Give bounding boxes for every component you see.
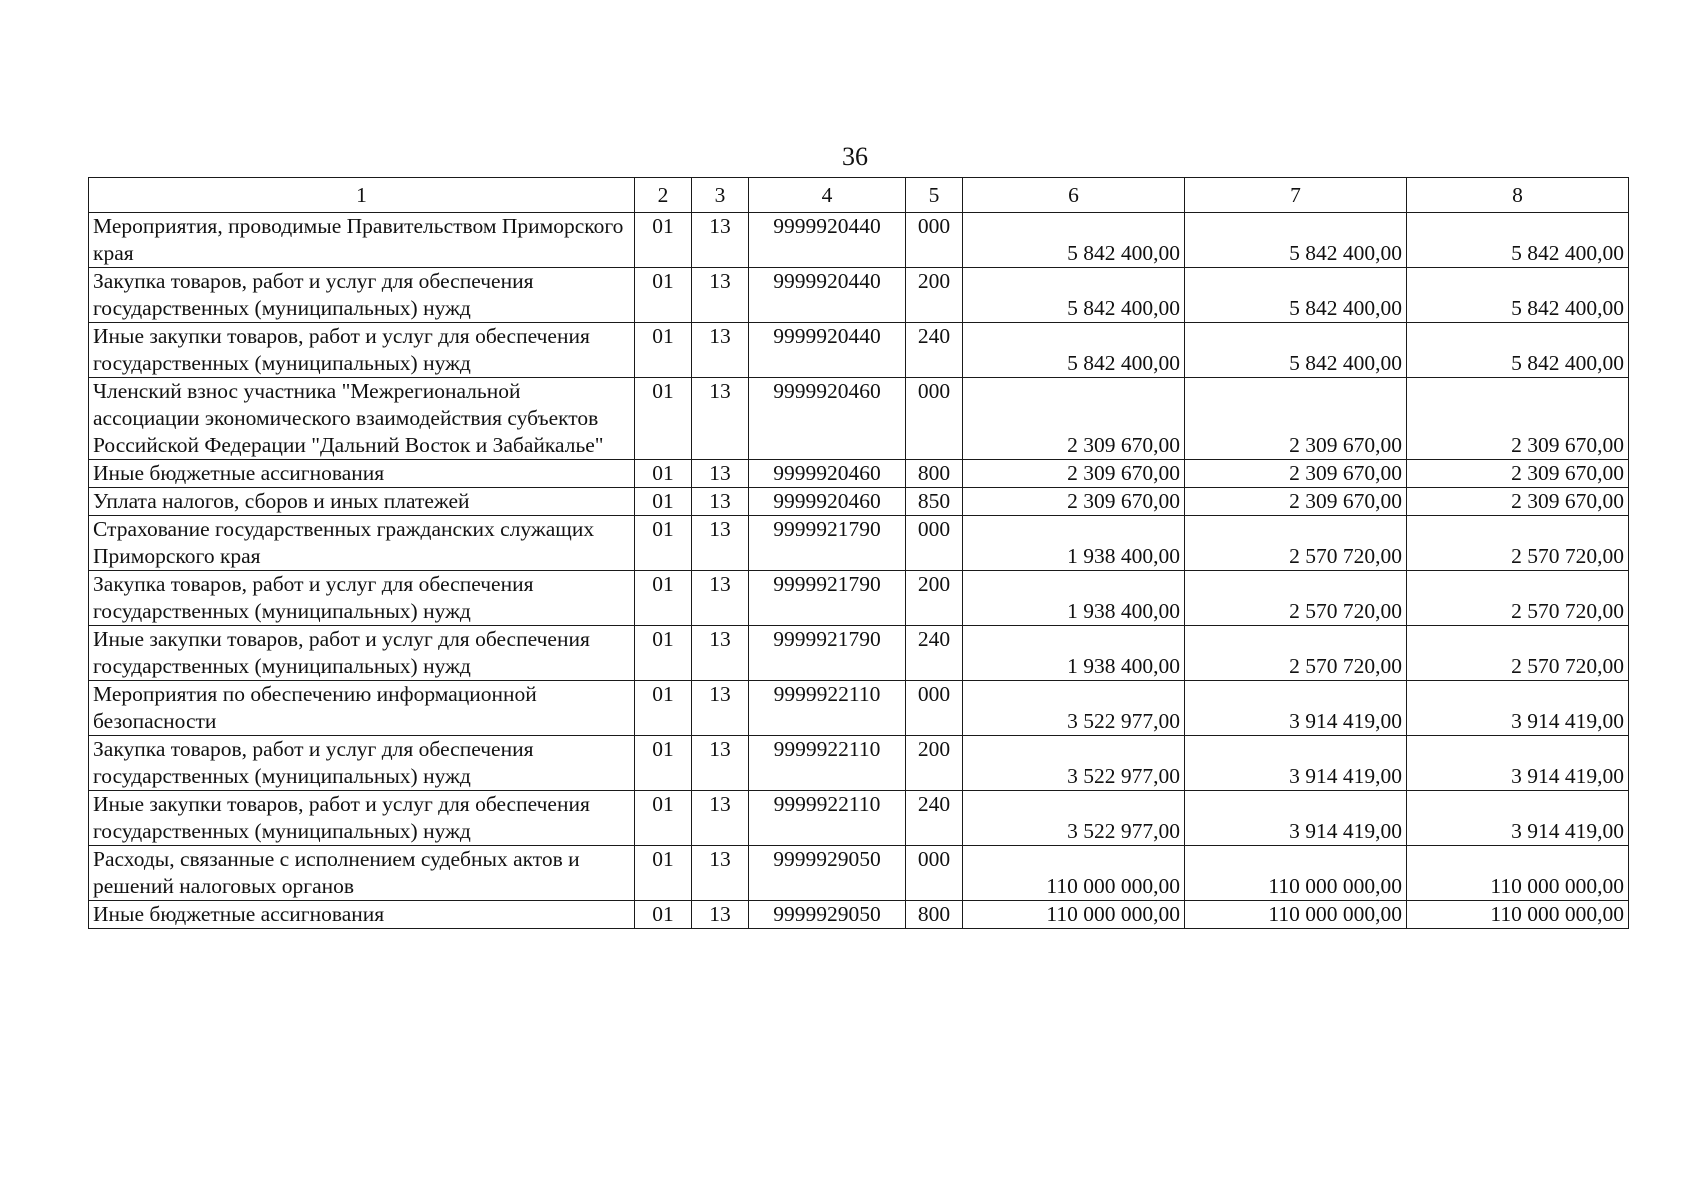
subsection-cell: 13 [692, 791, 749, 846]
amount-col6-cell: 2 309 670,00 [963, 488, 1185, 516]
budget-table [88, 177, 1629, 929]
section-cell: 01 [635, 791, 692, 846]
expense-type-cell: 000 [906, 846, 963, 901]
expense-type-cell: 850 [906, 488, 963, 516]
section-cell: 01 [635, 323, 692, 378]
section-cell: 01 [635, 571, 692, 626]
amount-col6-cell: 110 000 000,00 [963, 846, 1185, 901]
expense-type-cell: 000 [906, 378, 963, 460]
subsection-cell: 13 [692, 460, 749, 488]
subsection-cell: 13 [692, 736, 749, 791]
expense-type-cell: 800 [906, 901, 963, 929]
section-cell: 01 [635, 626, 692, 681]
item-name-cell: Членский взнос участника "Межрегиональной ассоциации экономического взаимодействия субъектов Российской Федерации "Дальний Восток и Забайкалье" [89, 378, 635, 460]
item-name-cell: Иные закупки товаров, работ и услуг для обеспечения государственных (муниципальных) нужд [89, 791, 635, 846]
amount-col6-cell: 110 000 000,00 [963, 901, 1185, 929]
item-name-cell: Иные закупки товаров, работ и услуг для обеспечения государственных (муниципальных) нужд [89, 323, 635, 378]
column-header: 6 [963, 178, 1185, 213]
expense-type-cell: 800 [906, 460, 963, 488]
table-row [89, 488, 1629, 516]
section-cell: 01 [635, 268, 692, 323]
column-header: 2 [635, 178, 692, 213]
target-article-cell: 9999920460 [749, 378, 906, 460]
column-header: 5 [906, 178, 963, 213]
amount-col8-cell: 2 570 720,00 [1407, 571, 1629, 626]
table-row [89, 213, 1629, 268]
expense-type-cell: 000 [906, 681, 963, 736]
amount-col8-cell: 5 842 400,00 [1407, 323, 1629, 378]
target-article-cell: 9999920440 [749, 323, 906, 378]
amount-col8-cell: 3 914 419,00 [1407, 791, 1629, 846]
table-row [89, 736, 1629, 791]
amount-col7-cell: 2 570 720,00 [1185, 626, 1407, 681]
table-row [89, 323, 1629, 378]
column-header: 7 [1185, 178, 1407, 213]
amount-col7-cell: 3 914 419,00 [1185, 681, 1407, 736]
item-name-cell: Расходы, связанные с исполнением судебных актов и решений налоговых органов [89, 846, 635, 901]
column-header: 4 [749, 178, 906, 213]
amount-col7-cell: 2 309 670,00 [1185, 488, 1407, 516]
item-name-cell: Страхование государственных гражданских служащих Приморского края [89, 516, 635, 571]
target-article-cell: 9999921790 [749, 516, 906, 571]
amount-col8-cell: 110 000 000,00 [1407, 846, 1629, 901]
header-row [89, 178, 1629, 213]
table-row [89, 268, 1629, 323]
table-row [89, 626, 1629, 681]
section-cell: 01 [635, 378, 692, 460]
target-article-cell: 9999929050 [749, 901, 906, 929]
item-name-cell: Уплата налогов, сборов и иных платежей [89, 488, 635, 516]
column-header: 3 [692, 178, 749, 213]
subsection-cell: 13 [692, 323, 749, 378]
amount-col7-cell: 2 570 720,00 [1185, 571, 1407, 626]
section-cell: 01 [635, 213, 692, 268]
target-article-cell: 9999920460 [749, 488, 906, 516]
amount-col8-cell: 2 570 720,00 [1407, 516, 1629, 571]
target-article-cell: 9999920440 [749, 268, 906, 323]
section-cell: 01 [635, 681, 692, 736]
amount-col8-cell: 3 914 419,00 [1407, 736, 1629, 791]
amount-col6-cell: 1 938 400,00 [963, 626, 1185, 681]
item-name-cell: Иные закупки товаров, работ и услуг для обеспечения государственных (муниципальных) нужд [89, 626, 635, 681]
amount-col7-cell: 3 914 419,00 [1185, 791, 1407, 846]
table-row [89, 791, 1629, 846]
amount-col8-cell: 2 309 670,00 [1407, 488, 1629, 516]
table-row [89, 571, 1629, 626]
table-row [89, 901, 1629, 929]
section-cell: 01 [635, 488, 692, 516]
amount-col8-cell: 2 309 670,00 [1407, 378, 1629, 460]
amount-col7-cell: 110 000 000,00 [1185, 901, 1407, 929]
amount-col8-cell: 2 570 720,00 [1407, 626, 1629, 681]
subsection-cell: 13 [692, 846, 749, 901]
target-article-cell: 9999929050 [749, 846, 906, 901]
amount-col7-cell: 5 842 400,00 [1185, 323, 1407, 378]
expense-type-cell: 240 [906, 323, 963, 378]
amount-col8-cell: 5 842 400,00 [1407, 268, 1629, 323]
amount-col6-cell: 1 938 400,00 [963, 516, 1185, 571]
amount-col6-cell: 1 938 400,00 [963, 571, 1185, 626]
item-name-cell: Иные бюджетные ассигнования [89, 901, 635, 929]
amount-col8-cell: 3 914 419,00 [1407, 681, 1629, 736]
column-header: 8 [1407, 178, 1629, 213]
amount-col6-cell: 3 522 977,00 [963, 791, 1185, 846]
amount-col7-cell: 3 914 419,00 [1185, 736, 1407, 791]
expense-type-cell: 240 [906, 626, 963, 681]
expense-type-cell: 000 [906, 516, 963, 571]
amount-col6-cell: 2 309 670,00 [963, 460, 1185, 488]
amount-col8-cell: 110 000 000,00 [1407, 901, 1629, 929]
amount-col6-cell: 3 522 977,00 [963, 681, 1185, 736]
subsection-cell: 13 [692, 626, 749, 681]
subsection-cell: 13 [692, 901, 749, 929]
table-row [89, 681, 1629, 736]
expense-type-cell: 200 [906, 268, 963, 323]
table-body [89, 178, 1629, 929]
expense-type-cell: 240 [906, 791, 963, 846]
column-header: 1 [89, 178, 635, 213]
amount-col7-cell: 110 000 000,00 [1185, 846, 1407, 901]
target-article-cell: 9999920440 [749, 213, 906, 268]
target-article-cell: 9999922110 [749, 736, 906, 791]
page-number: 36 [842, 142, 868, 171]
item-name-cell: Мероприятия по обеспечению информационной безопасности [89, 681, 635, 736]
subsection-cell: 13 [692, 571, 749, 626]
target-article-cell: 9999922110 [749, 681, 906, 736]
expense-type-cell: 200 [906, 736, 963, 791]
subsection-cell: 13 [692, 488, 749, 516]
item-name-cell: Иные бюджетные ассигнования [89, 460, 635, 488]
expense-type-cell: 200 [906, 571, 963, 626]
amount-col7-cell: 5 842 400,00 [1185, 213, 1407, 268]
subsection-cell: 13 [692, 268, 749, 323]
amount-col7-cell: 2 309 670,00 [1185, 378, 1407, 460]
section-cell: 01 [635, 901, 692, 929]
amount-col6-cell: 5 842 400,00 [963, 213, 1185, 268]
subsection-cell: 13 [692, 681, 749, 736]
subsection-cell: 13 [692, 378, 749, 460]
expense-type-cell: 000 [906, 213, 963, 268]
table-row [89, 378, 1629, 460]
target-article-cell: 9999922110 [749, 791, 906, 846]
section-cell: 01 [635, 516, 692, 571]
amount-col6-cell: 2 309 670,00 [963, 378, 1185, 460]
subsection-cell: 13 [692, 213, 749, 268]
amount-col8-cell: 2 309 670,00 [1407, 460, 1629, 488]
section-cell: 01 [635, 460, 692, 488]
section-cell: 01 [635, 736, 692, 791]
amount-col7-cell: 5 842 400,00 [1185, 268, 1407, 323]
table-row [89, 846, 1629, 901]
target-article-cell: 9999921790 [749, 571, 906, 626]
item-name-cell: Закупка товаров, работ и услуг для обеспечения государственных (муниципальных) нужд [89, 268, 635, 323]
amount-col6-cell: 5 842 400,00 [963, 323, 1185, 378]
amount-col7-cell: 2 309 670,00 [1185, 460, 1407, 488]
amount-col6-cell: 5 842 400,00 [963, 268, 1185, 323]
table-row [89, 516, 1629, 571]
item-name-cell: Закупка товаров, работ и услуг для обеспечения государственных (муниципальных) нужд [89, 571, 635, 626]
table-row [89, 460, 1629, 488]
item-name-cell: Закупка товаров, работ и услуг для обеспечения государственных (муниципальных) нужд [89, 736, 635, 791]
amount-col7-cell: 2 570 720,00 [1185, 516, 1407, 571]
subsection-cell: 13 [692, 516, 749, 571]
section-cell: 01 [635, 846, 692, 901]
amount-col6-cell: 3 522 977,00 [963, 736, 1185, 791]
target-article-cell: 9999920460 [749, 460, 906, 488]
target-article-cell: 9999921790 [749, 626, 906, 681]
item-name-cell: Мероприятия, проводимые Правительством Приморского края [89, 213, 635, 268]
amount-col8-cell: 5 842 400,00 [1407, 213, 1629, 268]
